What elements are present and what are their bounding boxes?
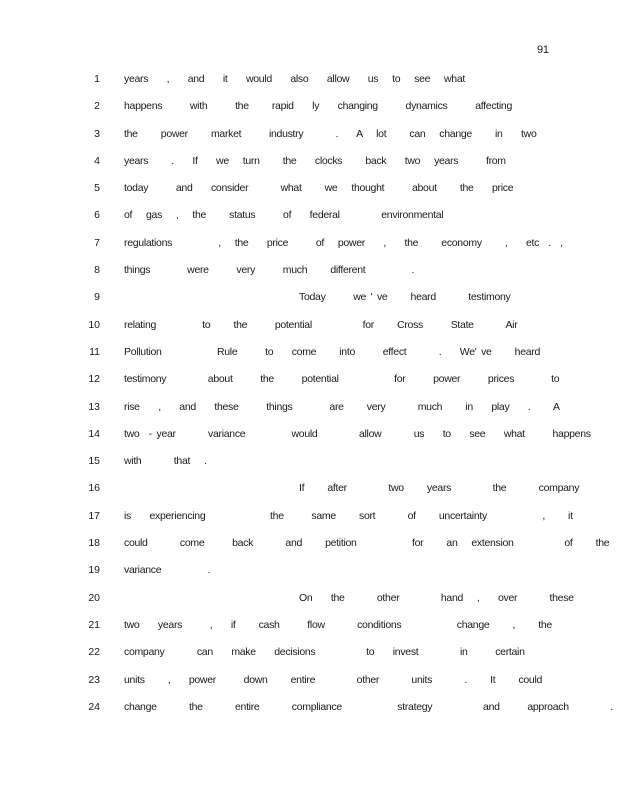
line-text: On the other hand , over these xyxy=(299,591,574,604)
transcript-line xyxy=(0,400,618,427)
transcript-line xyxy=(0,427,618,454)
line-text: is experiencing the same sort of uncertainty , it xyxy=(124,509,573,522)
line-text: today and consider what we thought about the price xyxy=(124,182,514,195)
transcript-line xyxy=(0,536,618,563)
line-number: 22 xyxy=(88,646,100,659)
transcript-line xyxy=(0,645,618,672)
transcript-line xyxy=(0,673,618,700)
line-number: 7 xyxy=(94,236,100,249)
transcript-line xyxy=(0,99,618,126)
line-number: 17 xyxy=(88,509,100,522)
line-text: If after two years the company xyxy=(299,482,580,495)
line-number: 18 xyxy=(88,537,100,550)
transcript-line xyxy=(0,154,618,181)
transcript-line xyxy=(0,318,618,345)
transcript-line xyxy=(0,618,618,645)
line-number: 21 xyxy=(88,618,100,631)
line-number: 6 xyxy=(94,209,100,222)
line-text: two - year variance would allow us to see what happens xyxy=(124,427,591,440)
line-number: 9 xyxy=(94,291,100,304)
line-text: could come back and petition for an extension of the xyxy=(124,537,610,550)
transcript-line xyxy=(0,481,618,508)
line-text: two years , if cash flow conditions change , the xyxy=(124,618,552,631)
line-text: with that . xyxy=(124,455,207,468)
line-text: Today we ' ve heard testimony xyxy=(299,291,511,304)
line-number: 5 xyxy=(94,182,100,195)
line-text: of gas , the status of federal environmental xyxy=(124,209,444,222)
transcript-line xyxy=(0,591,618,618)
line-number: 19 xyxy=(88,564,100,577)
line-number: 11 xyxy=(89,345,100,358)
line-number: 12 xyxy=(88,373,100,386)
transcript-line xyxy=(0,290,618,317)
line-number: 23 xyxy=(88,673,100,686)
line-number: 8 xyxy=(94,264,100,277)
transcript-line xyxy=(0,372,618,399)
page-number: 91 xyxy=(537,44,549,56)
line-number: 13 xyxy=(88,400,100,413)
transcript-line xyxy=(0,72,618,99)
transcript-body xyxy=(0,72,618,727)
line-number: 2 xyxy=(94,100,100,113)
line-number: 16 xyxy=(88,482,100,495)
transcript-line xyxy=(0,127,618,154)
line-number: 3 xyxy=(94,127,100,140)
line-number: 15 xyxy=(88,455,100,468)
line-text: regulations , the price of power , the economy , etc . , xyxy=(124,236,563,249)
line-text: testimony about the potential for power prices to xyxy=(124,373,560,386)
line-number: 24 xyxy=(88,700,100,713)
transcript-line xyxy=(0,263,618,290)
transcript-line xyxy=(0,208,618,235)
line-text: variance . xyxy=(124,564,211,577)
transcript-line xyxy=(0,700,618,727)
line-number: 1 xyxy=(94,73,100,85)
line-text: things were very much different . xyxy=(124,264,415,277)
line-text: the power market industry . A lot can change in two xyxy=(124,127,537,140)
line-number: 10 xyxy=(88,318,100,331)
line-number: 14 xyxy=(88,427,100,440)
line-number: 20 xyxy=(88,591,100,604)
transcript-line xyxy=(0,181,618,208)
transcript-line xyxy=(0,454,618,481)
line-text: rise , and these things are very much in play . A xyxy=(124,400,560,413)
line-text: company can make decisions to invest in certain xyxy=(124,646,525,659)
transcript-line xyxy=(0,563,618,590)
transcript-line xyxy=(0,509,618,536)
line-text: units , power down entire other units . It could xyxy=(124,673,543,686)
transcript-line xyxy=(0,236,618,263)
line-text: change the entire compliance strategy and approach . xyxy=(124,700,613,713)
line-text: years . If we turn the clocks back two years from xyxy=(124,154,506,167)
line-text: relating to the potential for Cross State Air xyxy=(124,318,518,331)
line-text: happens with the rapid ly changing dynamics affecting xyxy=(124,100,512,113)
line-number: 4 xyxy=(94,154,100,167)
line-text: Pollution Rule to come into effect . We' ve heard xyxy=(124,345,541,358)
transcript-line xyxy=(0,345,618,372)
line-text: years , and it would also allow us to see what xyxy=(124,73,465,85)
